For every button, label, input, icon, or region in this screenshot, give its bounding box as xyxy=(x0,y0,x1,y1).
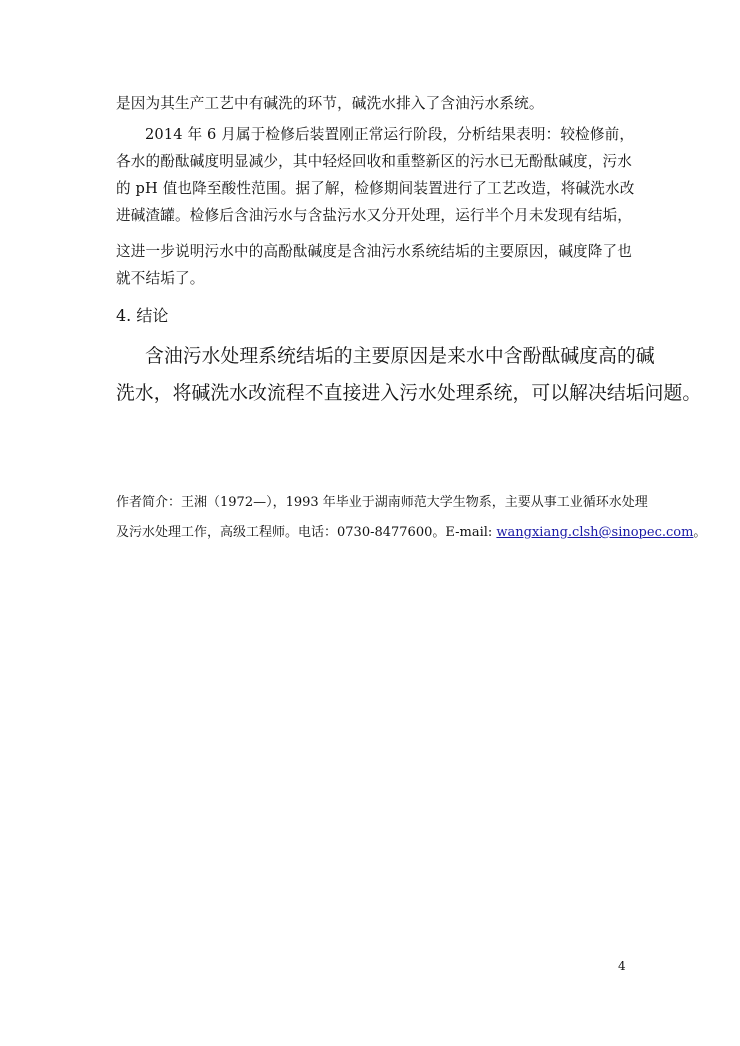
author-bio-end: 。 xyxy=(693,525,707,540)
author-bio-line-1: 作者简介：王湘（1972—），1993 年毕业于湖南师范大学生物系，主要从事工业循环水处理 xyxy=(116,495,648,510)
page-number: 4 xyxy=(618,959,626,973)
section-heading-conclusion: 4. 结论 xyxy=(116,306,169,325)
paragraph-2-line-3: 的 pH 值也降至酸性范围。据了解，检修期间装置进行了工艺改造，将碱洗水改 xyxy=(116,180,635,197)
conclusion-line-2: 洗水，将碱洗水改流程不直接进入污水处理系统，可以解决结垢问题。 xyxy=(116,383,702,404)
email-link[interactable]: wangxiang.clsh@sinopec.com xyxy=(496,525,694,540)
paragraph-2-line-4: 进碱渣罐。检修后含油污水与含盐污水又分开处理，运行半个月未发现有结垢， xyxy=(116,207,633,224)
paragraph-1-line-1: 是因为其生产工艺中有碱洗的环节，碱洗水排入了含油污水系统。 xyxy=(116,95,544,112)
paragraph-2-line-5: 这进一步说明污水中的高酚酞碱度是含油污水系统结垢的主要原因，碱度降了也 xyxy=(116,243,633,260)
conclusion-line-1: 含油污水处理系统结垢的主要原因是来水中含酚酞碱度高的碱 xyxy=(145,346,655,367)
paragraph-2-line-1: 2014 年 6 月属于检修后装置刚正常运行阶段，分析结果表明：较检修前， xyxy=(145,126,635,143)
paragraph-2-line-6: 就不结垢了。 xyxy=(116,270,205,287)
paragraph-2-line-2: 各水的酚酞碱度明显减少，其中轻烃回收和重整新区的污水已无酚酞碱度，污水 xyxy=(116,153,633,170)
author-bio-contact: 及污水处理工作，高级工程师。电话：0730-8477600。E-mail: xyxy=(116,525,497,540)
author-bio-line-2 xyxy=(116,524,706,542)
